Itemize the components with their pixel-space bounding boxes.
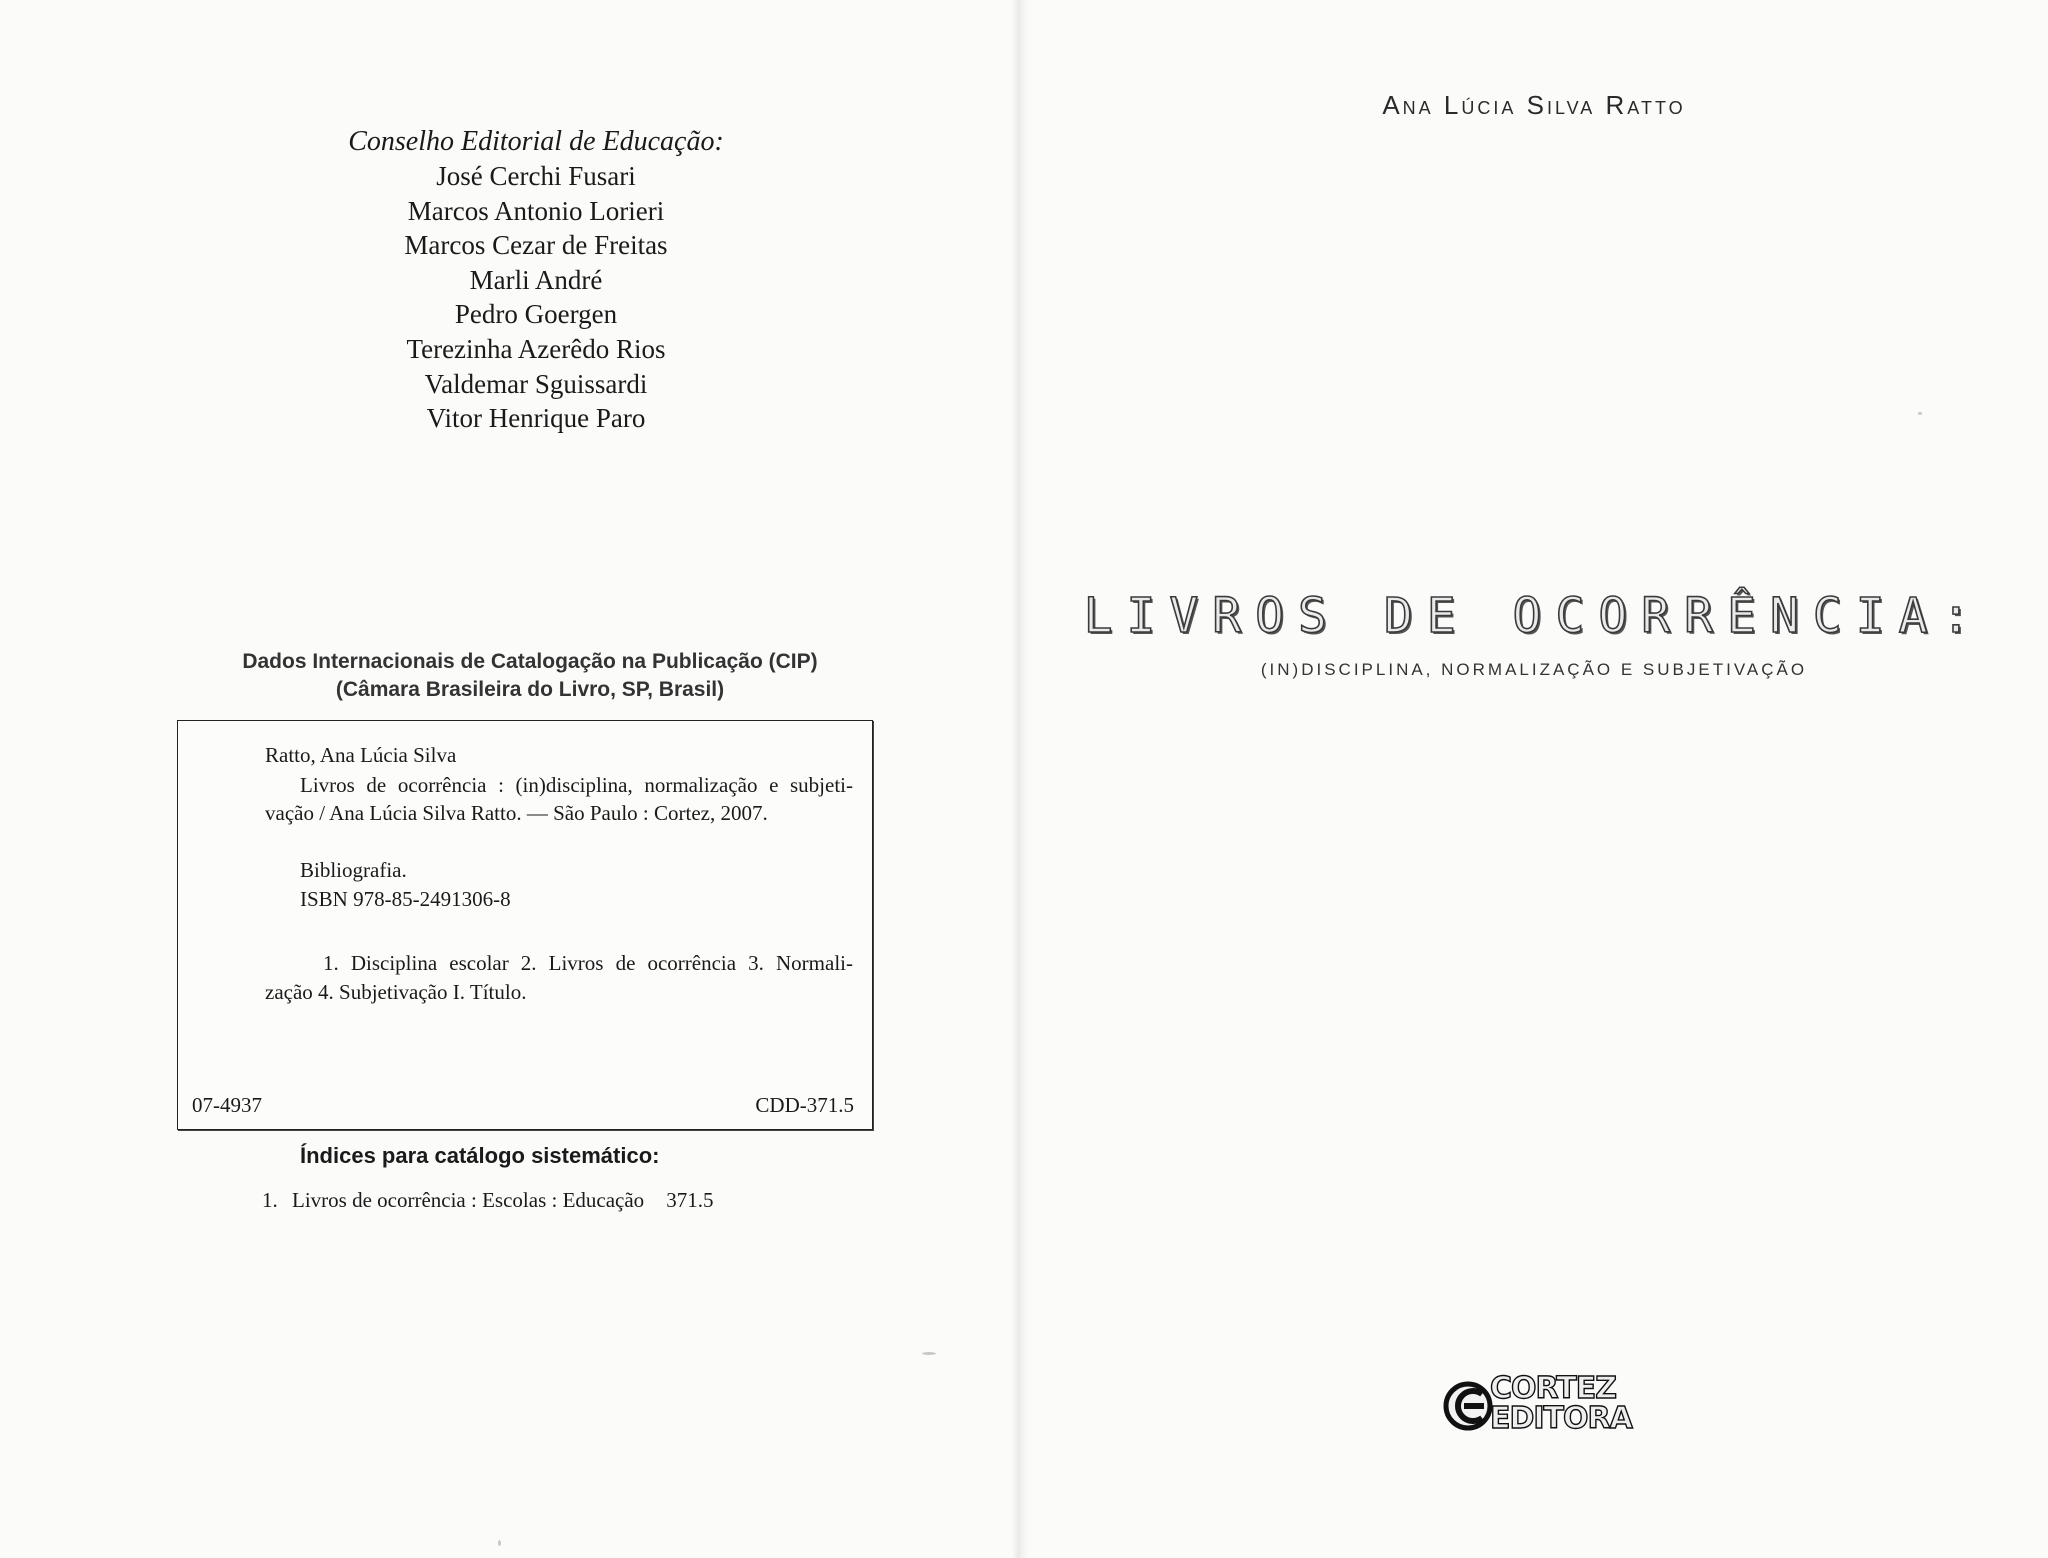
scan-speck <box>922 1352 936 1355</box>
cip-title-line: vação / Ana Lúcia Silva Ratto. — São Paulo : Cortez, 2007. <box>265 801 768 825</box>
cip-record-number: 07-4937 <box>192 1093 262 1117</box>
book-title: LIVROS DE OCORRÊNCIA: <box>1083 588 1985 644</box>
scan-speck <box>1918 412 1922 415</box>
book-subtitle: (IN)DISCIPLINA, NORMALIZAÇÃO E SUBJETIVAÇÃO <box>1260 660 1808 679</box>
index-entry-code: 371.5 <box>666 1188 714 1212</box>
cip-heading-line: (Câmara Brasileira do Livro, SP, Brasil) <box>335 678 725 701</box>
council-member: José Cerchi Fusari <box>436 161 636 191</box>
cip-bibliography: Bibliografia. <box>300 858 407 882</box>
cip-isbn: ISBN 978-85-2491306-8 <box>300 887 511 911</box>
right-page <box>1020 0 2048 1558</box>
editorial-council <box>236 125 836 436</box>
council-member: Marcos Cezar de Freitas <box>404 230 668 261</box>
index-entry <box>262 1186 713 1214</box>
cip-catalog-card <box>177 720 873 1130</box>
cip-heading <box>170 648 890 704</box>
publisher-name-line2: EDITORA <box>1490 1401 1632 1436</box>
cip-subjects-line: zação 4. Subjetivação I. Título. <box>265 980 527 1004</box>
book-gutter <box>1012 0 1028 1558</box>
council-member: Valdemar Sguissardi <box>424 368 648 399</box>
scan-speck <box>498 1540 501 1546</box>
cip-author-entry: Ratto, Ana Lúcia Silva <box>265 743 457 767</box>
council-member: Vitor Henrique Paro <box>426 403 646 434</box>
index-heading: Índices para catálogo sistemático: <box>300 1143 660 1168</box>
cip-heading-line: Dados Internacionais de Catalogação na Publicação (CIP) <box>242 650 818 673</box>
cip-title-line: Livros de ocorrência : (in)disciplina, normalização e subjeti- <box>300 773 853 797</box>
cip-cdd: CDD-371.5 <box>755 1093 854 1117</box>
council-member: Pedro Goergen <box>454 299 618 330</box>
council-member: Marcos Antonio Lorieri <box>407 195 665 226</box>
council-member: Marli André <box>469 264 603 295</box>
council-member: Terezinha Azerêdo Rios <box>406 333 666 364</box>
index-entry-text: Livros de ocorrência : Escolas : Educação <box>292 1188 645 1212</box>
publisher-name-line1: CORTEZ <box>1490 1371 1616 1406</box>
council-title: Conselho Editorial de Educação: <box>348 126 724 157</box>
index-entry-number: 1. <box>262 1188 278 1212</box>
book-author: Ana Lúcia Silva Ratto <box>1382 90 1686 120</box>
cip-subjects-line: 1. Disciplina escolar 2. Livros de ocorrência 3. Normali- <box>323 951 853 975</box>
